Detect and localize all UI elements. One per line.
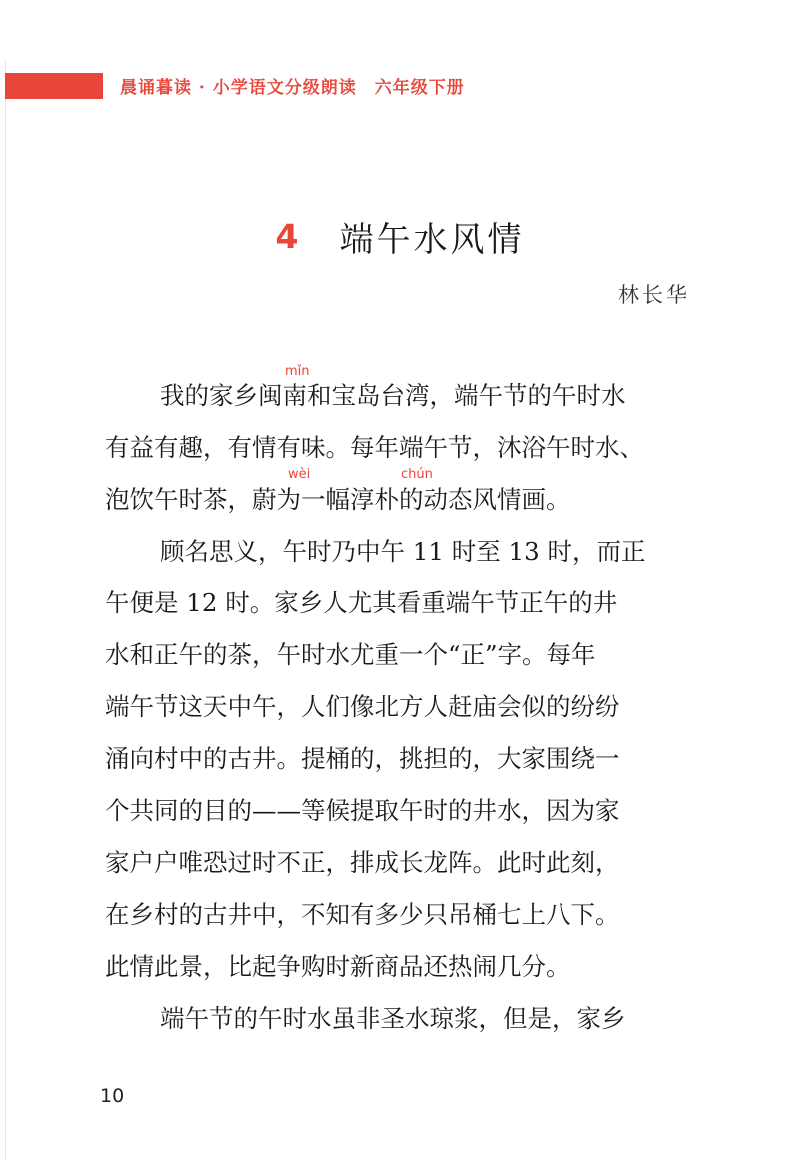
body-line: 个共同的目的——等候提取午时的井水，因为家 [105,796,620,825]
running-header: 晨诵暮读 · 小学语文分级朗读 六年级下册 [120,78,465,98]
author-name: 林长华 [618,283,690,307]
lesson-number: 4 [275,217,299,256]
lesson-title: 端午水风情 [339,220,525,260]
body-line: 涌向村中的古井。提桶的，挑担的，大家围绕一 [105,744,620,773]
body-line: 端午节这天中午，人们像北方人赶庙会似的纷纷 [105,692,620,721]
body-line: 此情此景，比起争购时新商品还热闹几分。 [105,952,571,981]
body-line: 端午节的午时水虽非圣水琼浆，但是，家乡 [160,1004,626,1033]
body-line: 顾名思义，午时乃中午 11 时至 13 时，而正 [160,537,646,566]
body-line: 我的家乡闽南和宝岛台湾，端午节的午时水 [160,381,626,410]
pinyin-wei: wèi [288,467,311,482]
pinyin-chun: chún [401,467,433,482]
page-number: 10 [100,1085,125,1107]
body-line: 有益有趣，有情有味。每年端午节，沐浴午时水、 [105,433,644,462]
lesson-title-row [0,212,800,262]
body-line: 泡饮午时茶，蔚为一幅淳朴的动态风情画。 [105,485,571,514]
body-line: 午便是 12 时。家乡人尤其看重端午节正午的井 [105,588,618,617]
header-color-bar [5,73,103,99]
body-line: 家户户唯恐过时不正，排成长龙阵。此时此刻， [105,848,620,877]
body-line: 水和正午的茶，午时水尤重一个“正”字。每年 [105,640,596,669]
body-line: 在乡村的古井中，不知有多少只吊桶七上八下。 [105,900,620,929]
pinyin-min: mǐn [285,364,310,379]
